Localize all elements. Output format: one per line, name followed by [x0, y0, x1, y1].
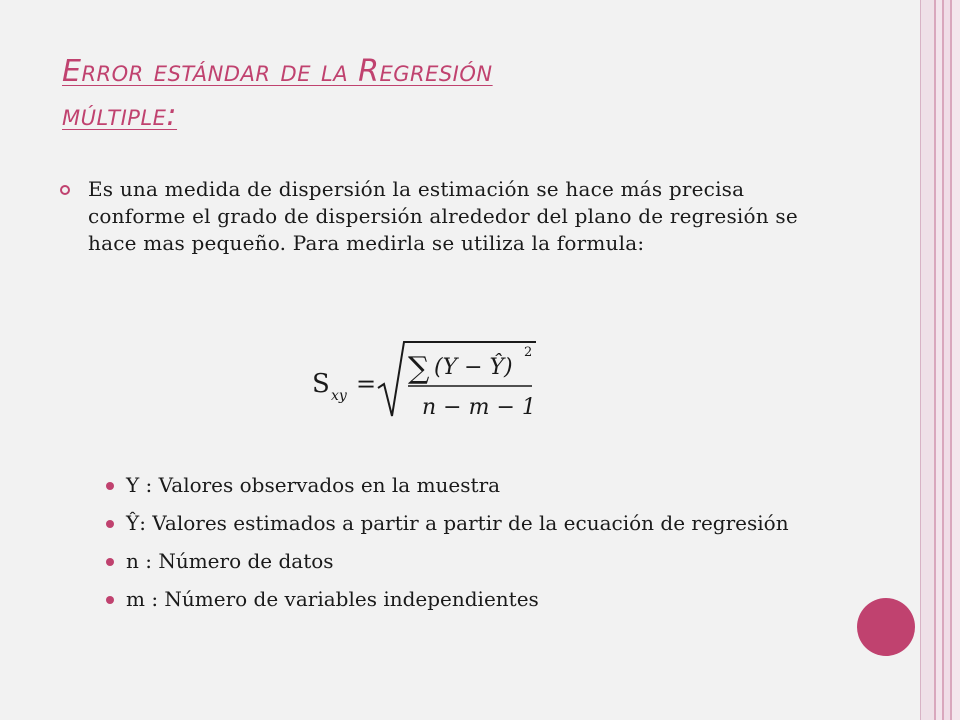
formula-numerator: (Y − Ŷ) [434, 355, 513, 380]
list-item [106, 510, 826, 536]
formula-sigma: ∑ [408, 351, 430, 386]
slide-title [62, 50, 862, 138]
list-item [106, 586, 826, 612]
list-item [106, 472, 826, 498]
main-bullet [60, 176, 800, 257]
definitions-list [106, 472, 826, 624]
slide-title-line-1: Error estándar de la Regresión [62, 54, 493, 89]
decorative-stripe [952, 0, 960, 720]
bullet-dot-icon [106, 482, 114, 490]
bullet-dot-icon [106, 596, 114, 604]
standard-error-formula [312, 338, 542, 428]
decorative-circle [857, 598, 915, 656]
list-item [106, 548, 826, 574]
formula-lhs: S [312, 369, 330, 399]
bullet-dot-icon [106, 558, 114, 566]
slide-title-line-2: múltiple: [62, 98, 178, 133]
definition-text: Ŷ: Valores estimados a partir a partir de la ecuación de regresión [126, 511, 789, 535]
formula-equals: = [356, 370, 377, 398]
formula-denominator: n − m − 1 [422, 395, 536, 420]
main-bullet-text: Es una medida de dispersión la estimación se hace más precisa conforme el grado de dispersión alrededor del plano de regresión se hace mas pequeño. Para medirla se utiliza la formula: [88, 177, 798, 255]
definition-text: Y : Valores observados en la muestra [126, 473, 501, 497]
ring-bullet-icon [60, 185, 70, 195]
bullet-dot-icon [106, 520, 114, 528]
definition-text: m : Número de variables independientes [126, 587, 539, 611]
formula-lhs-subscript: xy [331, 388, 347, 404]
decorative-stripe [920, 0, 935, 720]
formula-exponent: 2 [524, 345, 533, 360]
definition-text: n : Número de datos [126, 549, 334, 573]
